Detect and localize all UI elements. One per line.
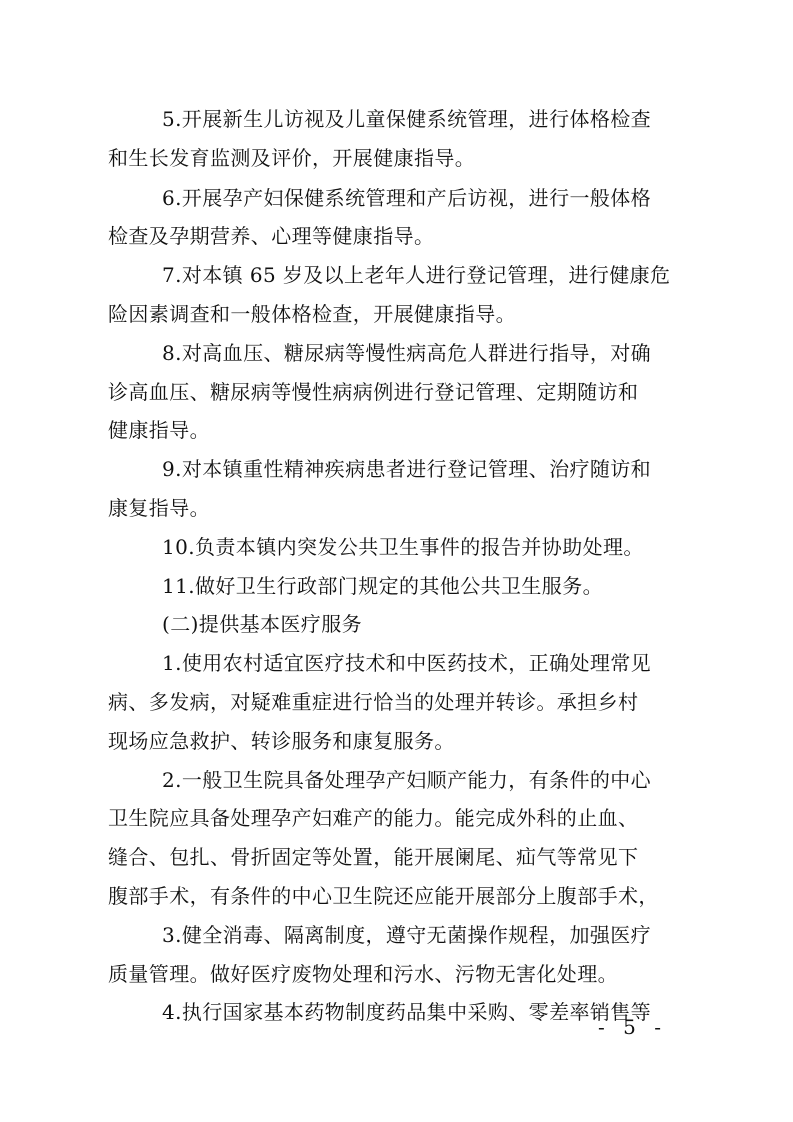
text-line: 缝合、包扎、骨折固定等处置，能开展阑尾、疝气等常见下: [108, 845, 639, 869]
text-line: 腹部手术，有条件的中心卫生院还应能开展部分上腹部手术，: [108, 884, 659, 908]
text-line: 现场应急救护、转诊服务和康复服务。: [108, 729, 455, 753]
text-line: 检查及孕期营养、心理等健康指导。: [108, 224, 435, 248]
text-line: 4.执行国家基本药物制度药品集中采购、零差率销售等: [162, 1000, 652, 1024]
text-line: 质量管理。做好医疗废物处理和污水、污物无害化处理。: [108, 962, 618, 986]
text-line: 8.对高血压、糖尿病等慢性病高危人群进行指导，对确: [162, 341, 652, 365]
text-line: 病、多发病，对疑难重症进行恰当的处理并转诊。承担乡村: [108, 690, 639, 714]
text-line: 3.健全消毒、隔离制度，遵守无菌操作规程，加强医疗: [162, 923, 652, 947]
text-line: 卫生院应具备处理孕产妇难产的能力。能完成外科的止血、: [108, 806, 639, 830]
text-line: 健康指导。: [108, 418, 210, 442]
text-line: 和生长发育监测及评价，开展健康指导。: [108, 146, 476, 170]
text-line: 5.开展新生儿访视及儿童保健系统管理，进行体格检查: [162, 107, 652, 131]
text-line: 9.对本镇重性精神疾病患者进行登记管理、治疗随访和: [162, 457, 652, 481]
text-line: 康复指导。: [108, 496, 210, 520]
text-line: 11.做好卫生行政部门规定的其他公共卫生服务。: [162, 574, 604, 598]
text-line: 6.开展孕产妇保健系统管理和产后访视，进行一般体格: [162, 186, 652, 210]
text-line: 险因素调查和一般体格检查，开展健康指导。: [108, 302, 516, 326]
page-number: - 5 -: [598, 1015, 667, 1039]
section-heading: (二)提供基本医疗服务: [162, 612, 363, 636]
text-line: 1.使用农村适宜医疗技术和中医药技术，正确处理常见: [162, 651, 652, 675]
text-line: 10.负责本镇内突发公共卫生事件的报告并协助处理。: [162, 535, 644, 559]
text-line: 2.一般卫生院具备处理孕产妇顺产能力，有条件的中心: [162, 768, 652, 792]
text-line: 诊高血压、糖尿病等慢性病病例进行登记管理、定期随访和: [108, 380, 639, 404]
text-line: 7.对本镇 65 岁及以上老年人进行登记管理，进行健康危: [162, 263, 671, 287]
